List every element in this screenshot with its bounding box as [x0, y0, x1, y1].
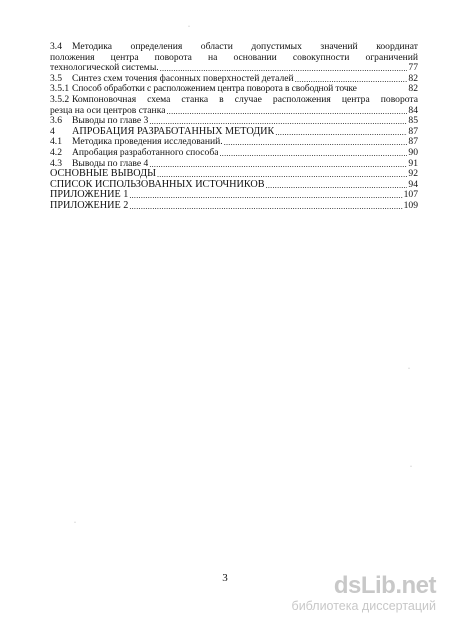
- scan-speck: ·: [188, 24, 190, 30]
- toc-entry-title: Выводы по главе 4: [72, 158, 149, 169]
- toc-entry-conclusions[interactable]: [50, 169, 418, 180]
- table-of-contents: [50, 42, 418, 212]
- dot-leader: [129, 191, 402, 201]
- toc-entry-page: 84: [408, 104, 418, 116]
- dot-leader: [266, 180, 408, 190]
- toc-entry-number: 4: [50, 125, 55, 137]
- toc-entry-title: Выводы по главе 3: [72, 116, 149, 127]
- toc-entry-page: 94: [408, 178, 418, 190]
- toc-entry-title-line: технологической системы.: [50, 63, 159, 74]
- toc-entry-page: 90: [408, 146, 418, 158]
- dot-leader: [157, 170, 407, 180]
- toc-entry-number: 3.5: [50, 72, 62, 84]
- toc-entry-3-5[interactable]: [50, 74, 418, 85]
- toc-entry-title: ПРИЛОЖЕНИЕ 1: [50, 190, 129, 201]
- toc-entry-3-4-last-line: [50, 63, 418, 74]
- dot-leader: [166, 106, 407, 116]
- toc-entry-page: 87: [408, 136, 418, 148]
- dot-leader: [149, 159, 407, 169]
- toc-entry-title-line: положения центра поворота на основании совокупности ограничений: [50, 51, 418, 63]
- toc-entry-number: 3.4: [50, 41, 62, 52]
- dot-leader: [219, 149, 407, 159]
- toc-entry-title: СПИСОК ИСПОЛЬЗОВАННЫХ ИСТОЧНИКОВ: [50, 179, 265, 190]
- dot-leader: [160, 64, 408, 74]
- toc-entry-4-1[interactable]: [50, 137, 418, 148]
- scan-speck: ·: [410, 464, 412, 470]
- toc-entry-references[interactable]: [50, 180, 418, 191]
- toc-entry-title: Способ обработки с расположением центра поворота в свободной точке: [72, 84, 357, 95]
- scan-speck: ·: [408, 366, 410, 372]
- toc-entry-page: 107: [403, 189, 418, 201]
- toc-entry-title: ОСНОВНЫЕ ВЫВОДЫ: [50, 169, 156, 180]
- toc-entry-title-line: резца на оси центров станка: [50, 105, 166, 116]
- watermark-logo: dsLib.net: [333, 572, 436, 599]
- toc-entry-title: АПРОБАЦИЯ РАЗРАБОТАННЫХ МЕТОДИК: [72, 126, 275, 137]
- dot-leader: [224, 138, 408, 148]
- dot-leader: [275, 127, 407, 137]
- toc-entry-title-line: Компоновочная схема станка в случае расположения центра поворота: [72, 93, 418, 105]
- toc-entry-title: Методика проведения исследований.: [72, 137, 223, 148]
- dot-leader: [129, 202, 402, 212]
- toc-entry-page: 82: [408, 83, 418, 95]
- toc-entry-3-6[interactable]: [50, 116, 418, 127]
- toc-entry-appendix-2[interactable]: [50, 201, 418, 212]
- toc-entry-appendix-1[interactable]: [50, 190, 418, 201]
- watermark-subtitle: библиотека диссертаций: [291, 599, 436, 613]
- toc-entry-page: 77: [408, 62, 418, 74]
- toc-entry-page: 109: [403, 199, 418, 211]
- toc-entry-4-3[interactable]: [50, 159, 418, 170]
- toc-entry-title: ПРИЛОЖЕНИЕ 2: [50, 200, 129, 211]
- toc-entry-page: 91: [408, 157, 418, 169]
- toc-entry-number: 4.3: [50, 157, 62, 169]
- toc-entry-3-4[interactable]: [50, 42, 418, 53]
- toc-entry-4[interactable]: [50, 127, 418, 138]
- toc-entry-3-5-2[interactable]: [50, 95, 418, 106]
- toc-entry-number: 4.1: [50, 136, 62, 148]
- watermark: [246, 573, 436, 613]
- toc-entry-page: 87: [408, 125, 418, 137]
- toc-entry-4-2[interactable]: [50, 148, 418, 159]
- dot-leader: [295, 74, 408, 84]
- toc-entry-number: 3.5.1: [50, 83, 70, 95]
- toc-entry-title: Апробация разработанного способа: [72, 147, 219, 158]
- page-number: 3: [222, 572, 228, 584]
- toc-entry-page: 85: [408, 115, 418, 127]
- toc-entry-number: 3.5.2: [50, 93, 70, 105]
- dot-leader: [149, 117, 407, 127]
- toc-entry-title-line: Методика определения области допустимых значений координат: [72, 41, 418, 52]
- toc-entry-number: 3.6: [50, 115, 62, 127]
- scan-speck: ·: [74, 520, 76, 526]
- toc-entry-number: 4.2: [50, 146, 62, 158]
- toc-entry-3-5-2-last-line: [50, 106, 418, 117]
- toc-entry-page: 92: [408, 168, 418, 180]
- toc-entry-title: Синтез схем точения фасонных поверхностей деталей: [72, 73, 294, 84]
- toc-entry-page: 82: [408, 72, 418, 84]
